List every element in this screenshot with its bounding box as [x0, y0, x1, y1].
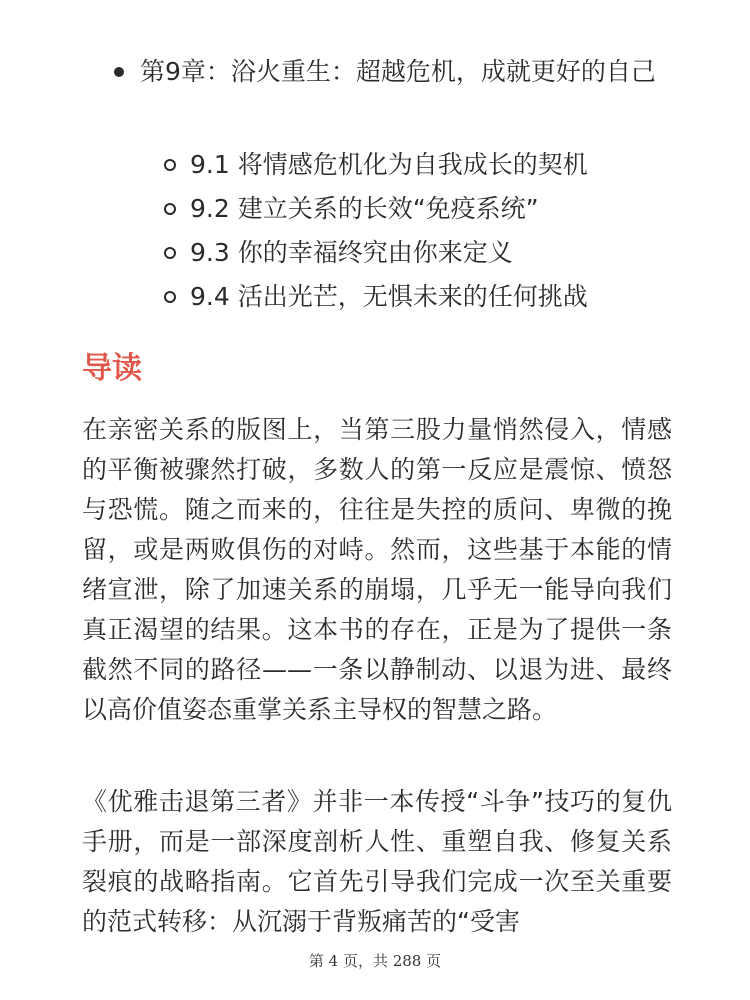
bullet-circle-icon [162, 187, 190, 231]
toc-chapter-item [110, 50, 680, 94]
toc-section-title: 9.2 建立关系的长效“免疫系统” [190, 194, 539, 223]
toc-section-list [162, 143, 722, 319]
toc-section-item [162, 143, 722, 187]
toc-section-item [162, 231, 722, 275]
page-number-footer: 第 4 页，共 288 页 [308, 952, 442, 970]
intro-heading: 导读 [82, 351, 142, 386]
toc-section-title: 9.3 你的幸福终究由你来定义 [190, 238, 513, 267]
toc-section-item [162, 187, 722, 231]
intro-paragraph: 《优雅击退第三者》并非一本传授“斗争”技巧的复仇手册，而是一部深度剖析人性、重塑自我、修复关系裂痕的战略指南。它首先引导我们完成一次至关重要的范式转移：从沉溺于背叛痛苦的“受害 [82, 787, 672, 936]
toc-section-title: 9.4 活出光芒，无惧未来的任何挑战 [190, 282, 588, 311]
bullet-circle-icon [162, 231, 190, 275]
bullet-circle-icon [162, 275, 190, 319]
toc-section-item [162, 275, 722, 319]
toc-chapter-title: 第9章：浴火重生：超越危机，成就更好的自己 [140, 57, 656, 86]
bullet-circle-icon [162, 143, 190, 187]
intro-paragraph: 在亲密关系的版图上，当第三股力量悄然侵入，情感的平衡被骤然打破，多数人的第一反应是震惊、愤怒与恐慌。随之而来的，往往是失控的质问、卑微的挽留，或是两败俱伤的对峙。然而，这些基于本能的情绪宣泄，除了加速关系的崩塌，几乎无一能导向我们真正渴望的结果。这本书的存在，正是为了提供一条截然不同的路径——一条以静制动、以退为进、最终以高价值姿态重掌关系主导权的智慧之路。 [82, 415, 672, 724]
bullet-disc-icon [110, 50, 140, 94]
toc-section-title: 9.1 将情感危机化为自我成长的契机 [190, 150, 588, 179]
